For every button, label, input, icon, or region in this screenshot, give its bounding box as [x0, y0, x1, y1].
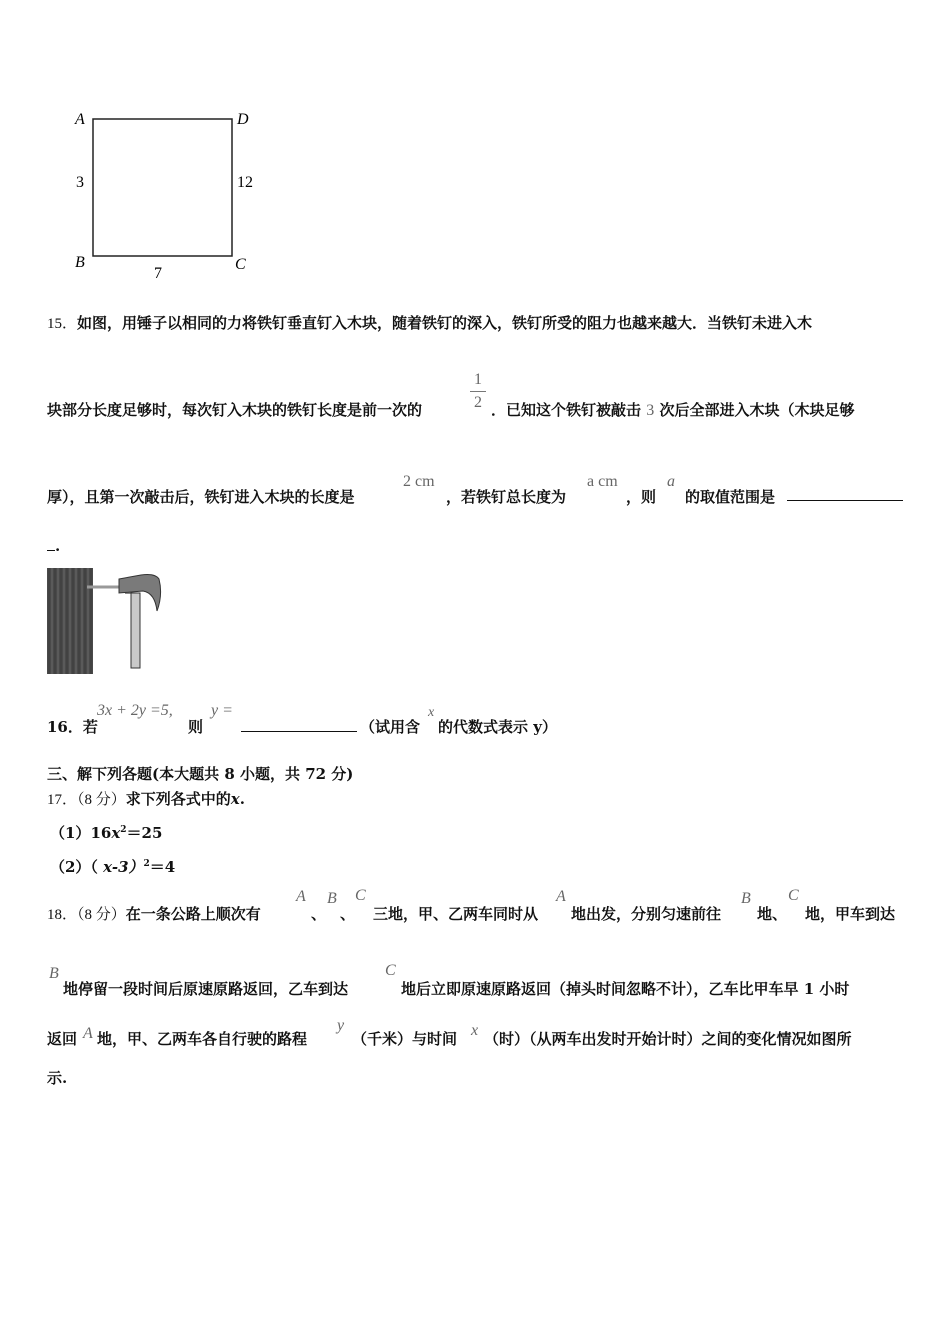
q15-var-a: a [667, 473, 675, 490]
q17-var-x: x [230, 790, 240, 808]
q15-text-3b: ，若铁钉总长度为 [446, 488, 567, 506]
q18-point-c-3: C [385, 962, 396, 979]
side-label-right: 12 [237, 174, 253, 191]
vertex-label-d: D [237, 111, 249, 128]
q16-y-equals: y = [211, 702, 233, 719]
q18-text-1d: 地、 [757, 905, 788, 923]
hammer-handle [131, 593, 140, 668]
q15-answer-blank-tail [47, 536, 55, 551]
q17-period: . [239, 790, 245, 808]
rectangle-shape [93, 119, 232, 256]
q15-text-3a: 厚），且第一次敲击后，铁钉进入木块的长度是 [47, 488, 355, 506]
q15-text-2a: 块部分长度足够时，每次钉入木块的铁钉长度是前一次的 [47, 401, 423, 419]
q15-text-1: 如图，用锤子以相同的力将铁钉垂直钉入木块，随着铁钉的深入，铁钉所受的阻力也越来越大．当铁钉未进入木 [77, 314, 813, 332]
q18-text-2a: 地停留一段时间后原速原路返回，乙车到达 [63, 980, 349, 998]
q18-text-1b: 三地，甲、乙两车同时从 [373, 905, 539, 923]
q15-text-3d: 的取值范围是 [685, 488, 776, 506]
q15-text-3c: ，则 [626, 488, 657, 506]
fraction-denominator: 2 [474, 394, 482, 411]
q15-total-length: a cm [587, 473, 618, 490]
q17-number: 17． [47, 792, 78, 808]
fraction-bar [470, 391, 486, 392]
q18-line1-start [47, 903, 261, 924]
q16-hint-a: （试用含 [360, 718, 421, 736]
q17-part2-expr: x-3） [103, 858, 144, 876]
q17-part2 [50, 856, 175, 877]
q17-part2-rhs: ＝4 [149, 858, 176, 876]
hammer-nail-wood-icon [45, 565, 170, 677]
q17-part1-label: （1） [50, 824, 91, 842]
section-title: 三、解下列各题(本大题共 8 小题，共 72 分) [47, 765, 354, 783]
q18-point-b: B [327, 890, 337, 907]
q18-point-c-2: C [788, 887, 799, 904]
q15-first-length: 2 cm [403, 473, 435, 490]
q15-fraction [468, 371, 488, 412]
q15-line1 [47, 312, 812, 333]
q17-part1-coef: 16 [90, 824, 112, 842]
wood-block [47, 568, 93, 674]
q18-text-3c: （千米）与时间 [352, 1030, 458, 1048]
q16-equation: 3x + 2y =5, [97, 702, 173, 719]
q18-sep-1: 、 [311, 905, 327, 923]
q18-text-4: 示. [47, 1069, 68, 1087]
rectangle-figure [70, 105, 270, 285]
vertex-label-a: A [75, 111, 85, 128]
q18-sep-2: 、 [340, 905, 356, 923]
q17-score: （8 分） [77, 792, 126, 808]
q15-line4 [47, 536, 60, 555]
q16-number: 16．若 [47, 718, 98, 736]
q17-prompt: 求下列各式中的 [125, 790, 231, 808]
q18-var-y: y [337, 1017, 345, 1034]
q18-score: （8 分） [77, 907, 126, 923]
q18-point-a: A [296, 888, 306, 905]
q18-text-1c: 地出发，分别匀速前往 [571, 905, 722, 923]
q18-text-3a: 返回 [47, 1030, 78, 1048]
q17-part2-label: （2）（ [50, 858, 98, 876]
fraction-numerator: 1 [474, 371, 482, 388]
q18-text-2b: 地后立即原速原路返回（掉头时间忽略不计），乙车比甲车早 1 小时 [401, 980, 850, 998]
q18-text-1e: 地，甲车到达 [805, 905, 896, 923]
side-label-left: 3 [76, 174, 84, 191]
q18-var-x: x [471, 1022, 479, 1039]
vertex-label-c: C [235, 256, 246, 273]
q17-line [47, 788, 245, 809]
q18-point-a-2: A [556, 888, 566, 905]
q15-text-2c: 次后全部进入木块（木块足够 [659, 401, 855, 419]
q16-then: 则 [188, 718, 204, 736]
q17-part1-x: x [111, 824, 121, 842]
q17-part1-exponent: 2 [120, 825, 127, 835]
q17-part2-exponent: 2 [143, 859, 150, 869]
q18-text-3b: 地，甲、乙两车各自行驶的路程 [97, 1030, 308, 1048]
q15-hits: 3 [646, 402, 655, 419]
q18-text-3d: （时）（从两车出发时开始计时）之间的变化情况如图所 [484, 1030, 852, 1048]
q17-part1-rhs: ＝25 [126, 824, 163, 842]
q16-answer-blank[interactable] [241, 716, 357, 732]
q18-point-c: C [355, 887, 366, 904]
q15-text-2b: ．已知这个铁钉被敲击 [491, 401, 642, 419]
q15-line2-rest [491, 399, 855, 420]
q15-period: . [55, 537, 61, 555]
q18-text-1a: 在一条公路上顺次有 [125, 905, 261, 923]
q18-point-a-3: A [83, 1025, 93, 1042]
q15-line3-end [685, 486, 775, 507]
vertex-label-b: B [75, 254, 85, 271]
q17-part1 [50, 822, 162, 843]
q15-answer-blank[interactable] [787, 486, 903, 501]
q18-point-b-2: B [741, 890, 751, 907]
q16-hint-b: 的代数式表示 y） [438, 718, 557, 736]
q18-point-b-3: B [49, 965, 59, 982]
q15-number: 15． [47, 316, 78, 332]
side-label-bottom: 7 [154, 265, 162, 282]
q15-line2 [47, 399, 422, 420]
q18-number: 18． [47, 907, 78, 923]
q15-line3 [47, 486, 355, 507]
q16-var-x: x [428, 705, 435, 720]
